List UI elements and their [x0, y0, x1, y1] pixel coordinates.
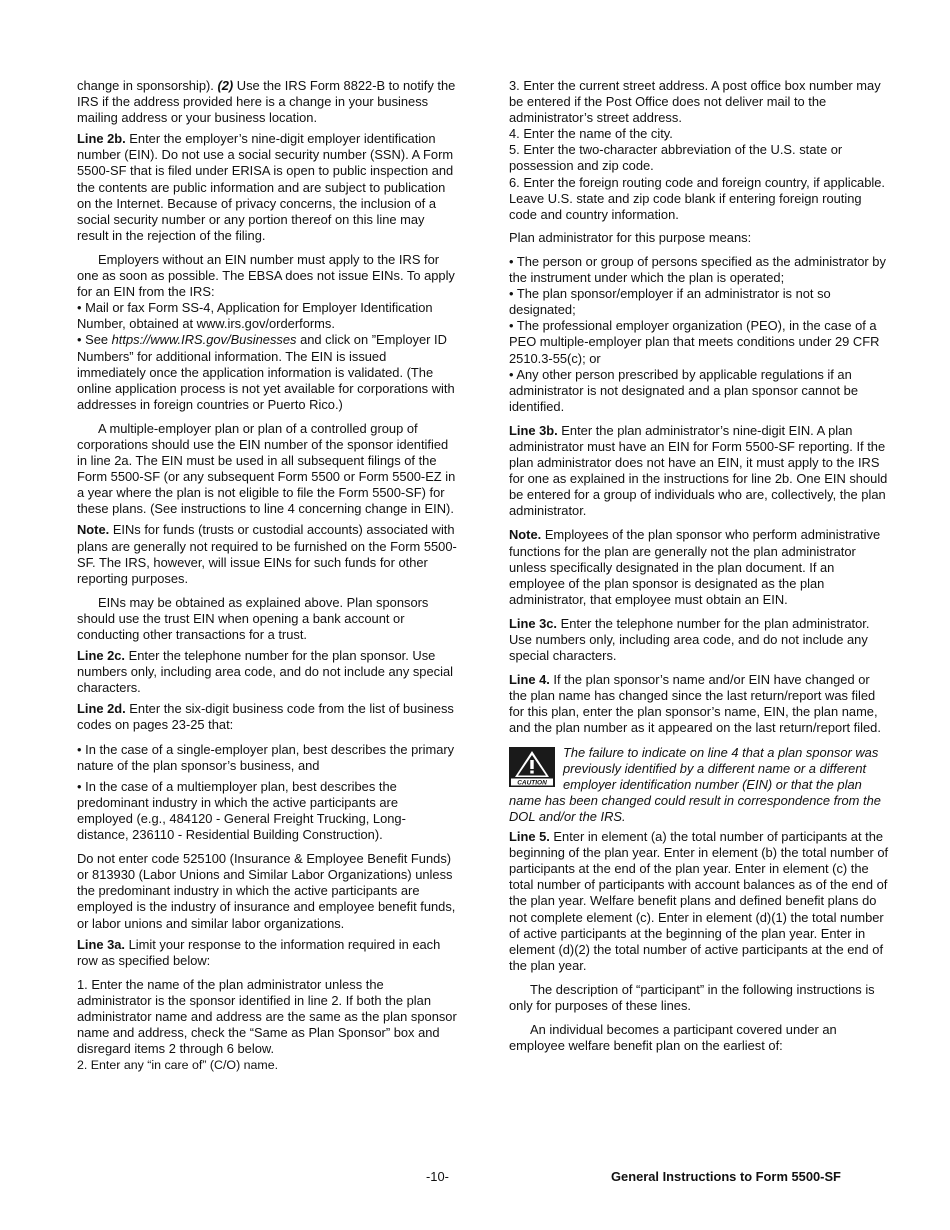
- list-item: • The professional employer organization (PEO), in the case of a PEO multiple-employer plan that meets conditions under 29 CFR 2510.3-55(c); or: [509, 318, 880, 366]
- caution-text: The failure to indicate on line 4 that a plan sponsor was previously identified by a different name or a different employer identification number (EIN) or that the plan name has been changed could result in correspondence from the DOL and/or the IRS.: [509, 744, 881, 824]
- page-number: -10-: [426, 1169, 449, 1184]
- list-item: 4. Enter the name of the city.: [509, 126, 673, 142]
- line-3b-paragraph: Line 3b. Enter the plan administrator’s nine-digit EIN. A plan administrator must have an EIN for Form 5500-SF reporting. If the plan administrator does not have an EIN, it must apply to the IRS for one as explained in the instructions for line 2b. One EIN should be entered for a group of individuals who are, collectively, the plan administrator.: [509, 422, 888, 519]
- bullet-icon: •: [509, 366, 514, 382]
- bullet-icon: •: [77, 332, 82, 348]
- note-paragraph: Note. Employees of the plan sponsor who perform administrative functions for the plan are generally not the plan administrator unless specifically designated in the plan document. If an employee of the plan sponsor is designated as the plan administrator, that employee must obtain an EIN.: [509, 527, 881, 607]
- paragraph: EINs may be obtained as explained above. Plan sponsors should use the trust EIN when opening a bank account or conducting other transactions for a trust.: [77, 594, 429, 642]
- bullet-icon: •: [509, 253, 514, 269]
- list-item: 6. Enter the foreign routing code and foreign country, if applicable. Leave U.S. state and zip code blank if entering foreign routing code and country information.: [509, 174, 885, 222]
- bullet-icon: •: [77, 741, 82, 757]
- line-3a-paragraph: Line 3a. Limit your response to the information required in each row as specified below:: [77, 936, 441, 968]
- paragraph: A multiple-employer plan or plan of a controlled group of corporations should use the EIN number of the sponsor identified in line 2a. The EIN must be used in all subsequent filings of the Form 5500-SF (or any subsequent Form 5500 or Form 5500-EZ in a year where the plan is not eligible to file the Form 5500-SF) for these plans. (See instructions to line 4 concerning change in EIN).: [77, 420, 456, 517]
- line-2b-paragraph: Line 2b. Enter the employer’s nine-digit employer identification number (EIN). Do not use a social security number (SSN). A Form 5500-SF that is filed under ERISA is open to public inspection and the contents are public information and are subject to publication on the Internet. Because of privacy concerns, the inclusion of a social security number or any portion thereof on this line may result in the rejection of the filing.: [77, 131, 454, 243]
- right-column: [509, 78, 891, 1059]
- caution-icon: [509, 747, 555, 787]
- caution-box: [509, 745, 891, 825]
- line-5-paragraph: Line 5. Enter in element (a) the total number of participants at the beginning of the plan year. Enter in element (b) the total number of participants at the end of the plan year. Enter in element (c) the total number of participants with account balances as of the end of the plan year. Welfare benefit plans and defined benefit plans do not complete element (c). Enter in element (d)(1) the total number of active participants at the beginning of the plan year. Enter in element (d)(2) the total number of active participants at the end of the plan year.: [509, 829, 889, 973]
- bullet-icon: •: [77, 778, 82, 794]
- note-paragraph: Note. EINs for funds (trusts or custodial accounts) associated with plans are generally not required to be furnished on the Form 5500-SF. The IRS, however, will issue EINs for such funds for other reporting purposes.: [77, 522, 457, 586]
- line-3c-paragraph: Line 3c. Enter the telephone number for the plan administrator. Use numbers only, including area code, and do not include any special characters.: [509, 615, 870, 664]
- list-item: 1. Enter the name of the plan administrator unless the administrator is the sponsor identified in line 2. If both the plan administrator name and address are the same as the plan sponsor name and address, check the “Same as Plan Sponsor” box and disregard items 2 through 6 below.: [77, 976, 457, 1057]
- list-item: • The person or group of persons specified as the administrator by the instrument under which the plan is operated;: [509, 253, 886, 286]
- bullet-icon: •: [509, 286, 514, 302]
- paragraph: Plan administrator for this purpose means:: [509, 229, 752, 245]
- footer-title: General Instructions to Form 5500-SF: [611, 1169, 841, 1184]
- list-item: • In the case of a multiemployer plan, best describes the predominant industry in which the active participants are employed (e.g., 484120 - General Freight Trucking, Long-distance, 236110 - Residential Building Construction).: [77, 778, 406, 843]
- list-item: • See https://www.IRS.gov/Businesses and click on ”Employer ID Numbers” for additional information. The EIN is issued immediately once the application information is validated. (The online application process is not yet available for corporations with addresses in foreign countries or Puerto Rico.): [77, 332, 455, 412]
- list-item: • In the case of a single-employer plan, best describes the primary nature of the plan sponsor’s business, and: [77, 741, 455, 773]
- paragraph: An individual becomes a participant covered under an employee welfare benefit plan on the earliest of:: [509, 1022, 837, 1054]
- list-item: • Mail or fax Form SS-4, Application for Employer Identification Number, obtained at www.irs.gov/orderforms.: [77, 300, 433, 332]
- list-item: • The plan sponsor/employer if an administrator is not so designated;: [509, 286, 831, 318]
- list-item: • Any other person prescribed by applicable regulations if an administrator is not designated and a plan sponsor cannot be identified.: [509, 366, 858, 414]
- list-item: 5. Enter the two-character abbreviation of the U.S. state or possession and zip code.: [509, 142, 843, 174]
- paragraph: Employers without an EIN number must apply to the IRS for one as soon as possible. The EBSA does not issue EINs. To apply for an EIN from the IRS:: [77, 251, 455, 300]
- paragraph: Do not enter code 525100 (Insurance & Employee Benefit Funds) or 813930 (Labor Unions and Similar Labor Organizations) unless the predominant industry in which the active participants are employed is the industry of insurance and employee benefit funds, or labor unions and similar labor organizations.: [77, 851, 456, 931]
- paragraph: change in sponsorship). (2) Use the IRS Form 8822-B to notify the IRS if the address provided here is a change in your business mailing address or your business location.: [77, 78, 456, 126]
- line-4-paragraph: Line 4. If the plan sponsor’s name and/or EIN have changed or the plan name has changed since the last return/report was filed for this plan, enter the plan sponsor’s name, EIN, the plan name, and the plan number as it appeared on the last return/report filed.: [509, 672, 881, 736]
- bullet-icon: •: [509, 318, 514, 334]
- paragraph: The description of “participant” in the following instructions is only for purposes of these lines.: [509, 981, 875, 1013]
- line-2b-label: Line 2b.: [77, 131, 126, 147]
- list-item: 2. Enter any “in care of” (C/O) name.: [77, 1058, 279, 1073]
- bullet-icon: •: [77, 300, 82, 316]
- caution-icon-label: CAUTION: [517, 779, 547, 787]
- irs-link[interactable]: https://www.IRS.gov/Businesses: [111, 332, 297, 348]
- left-column: [77, 78, 457, 1073]
- line-2d-paragraph: Line 2d. Enter the six-digit business code from the list of business codes on pages 23-25 that:: [77, 701, 454, 733]
- line-2c-paragraph: Line 2c. Enter the telephone number for the plan sponsor. Use numbers only, including area code, and do not include any special characters.: [77, 648, 453, 696]
- list-item: 3. Enter the current street address. A post office box number may be entered if the Post Office does not deliver mail to the administrator’s street address.: [509, 78, 881, 126]
